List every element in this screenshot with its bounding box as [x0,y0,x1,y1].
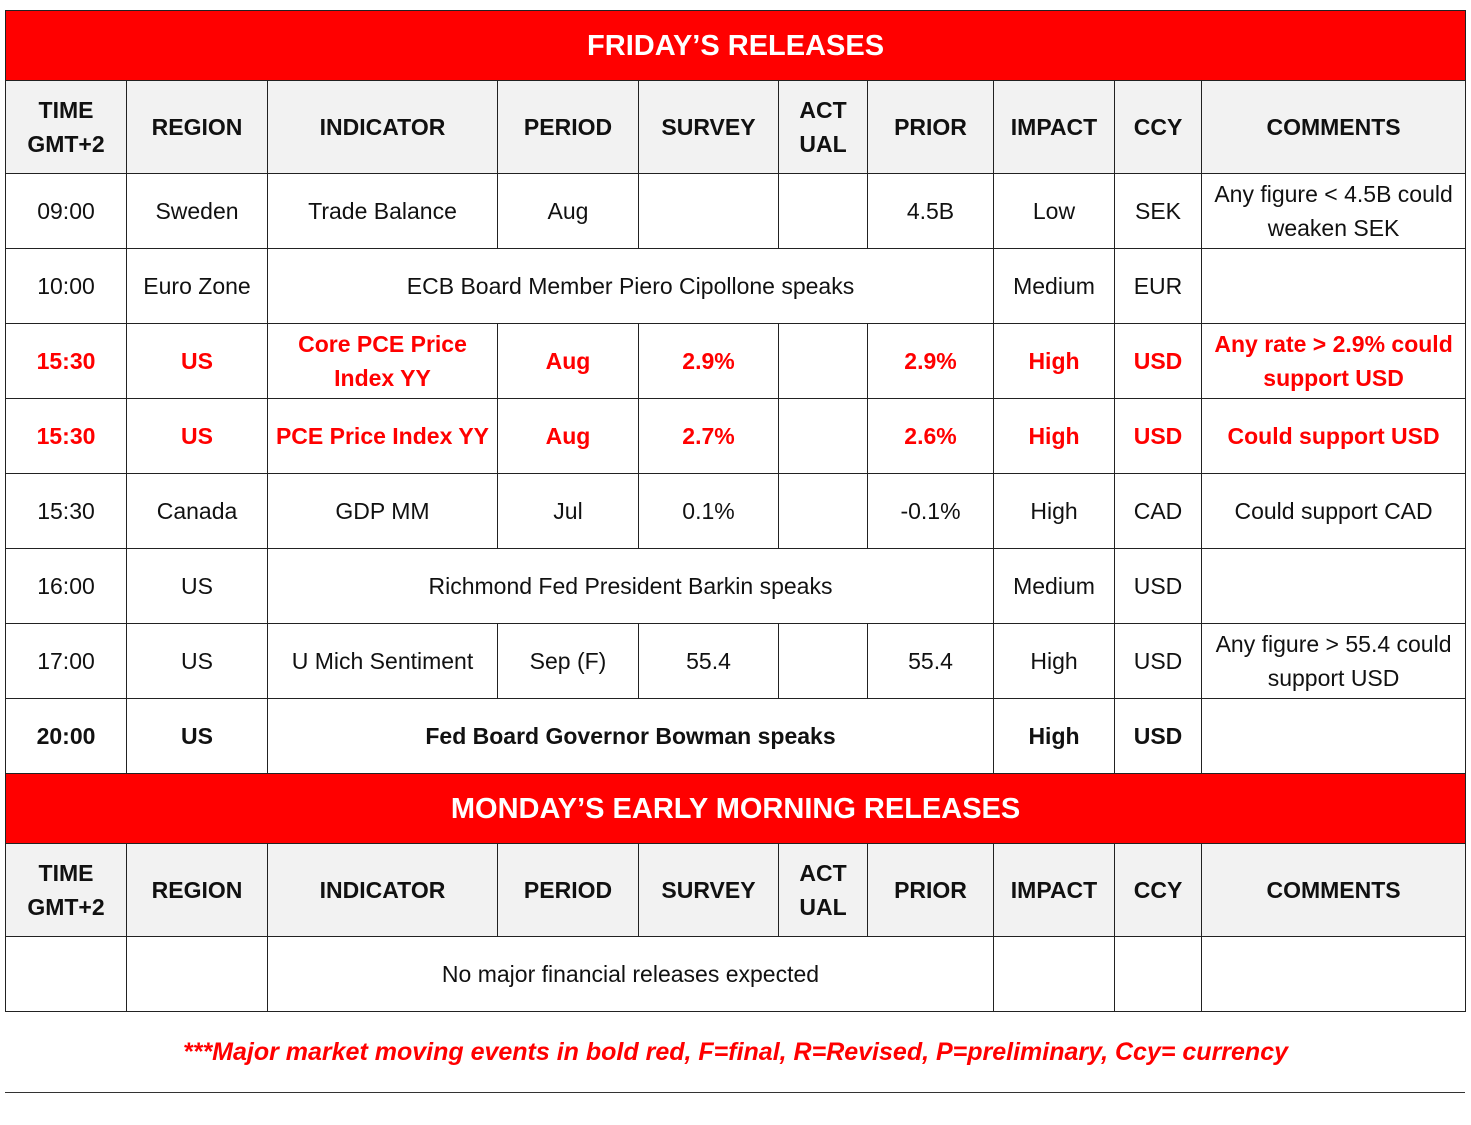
header-comments: COMMENTS [1202,81,1466,174]
cell-comments: Could support USD [1202,399,1466,474]
header-row [6,81,1466,174]
header-indicator: INDICATOR [268,81,498,174]
cell-actual [779,324,868,399]
cell-region: Canada [127,474,268,549]
cell-time: 10:00 [6,249,127,324]
cell-actual [779,474,868,549]
cell-impact: High [994,399,1115,474]
header-ccy: CCY [1115,844,1202,937]
cell-ccy [1115,937,1202,1012]
cell-impact: High [994,699,1115,774]
cell-prior: 55.4 [868,624,994,699]
cell-actual [779,174,868,249]
cell-survey: 0.1% [639,474,779,549]
cell-comments [1202,937,1466,1012]
cell-event: Fed Board Governor Bowman speaks [268,699,994,774]
friday-title [6,11,1466,81]
header-prior: PRIOR [868,844,994,937]
cell-ccy: EUR [1115,249,1202,324]
cell-ccy: CAD [1115,474,1202,549]
cell-region: US [127,549,268,624]
cell-region: US [127,399,268,474]
cell-ccy: USD [1115,324,1202,399]
header-comments: COMMENTS [1202,844,1466,937]
cell-actual [779,399,868,474]
header-impact: IMPACT [994,81,1115,174]
cell-impact: Medium [994,549,1115,624]
table-row [6,324,1466,399]
cell-comments [1202,249,1466,324]
cell-ccy: USD [1115,399,1202,474]
table-row [6,624,1466,699]
cell-time: 16:00 [6,549,127,624]
cell-event: No major financial releases expected [268,937,994,1012]
cell-region [127,937,268,1012]
cell-indicator: PCE Price Index YY [268,399,498,474]
cell-prior: 2.9% [868,324,994,399]
cell-impact [994,937,1115,1012]
friday-title-text: FRIDAY’S RELEASES [6,11,1466,81]
table-row [6,399,1466,474]
header-indicator: INDICATOR [268,844,498,937]
cell-ccy: SEK [1115,174,1202,249]
header-time: TIME GMT+2 [6,81,127,174]
table-row [6,249,1466,324]
header-actual: ACT UAL [779,81,868,174]
cell-impact: High [994,624,1115,699]
cell-impact: High [994,324,1115,399]
cell-indicator: Trade Balance [268,174,498,249]
cell-period: Aug [498,324,639,399]
cell-time: 20:00 [6,699,127,774]
cell-comments: Could support CAD [1202,474,1466,549]
cell-event: ECB Board Member Piero Cipollone speaks [268,249,994,324]
header-survey: SURVEY [639,844,779,937]
header-actual: ACT UAL [779,844,868,937]
cell-prior: -0.1% [868,474,994,549]
monday-title [6,774,1466,844]
cell-impact: Low [994,174,1115,249]
table-row [6,549,1466,624]
divider [5,1092,1465,1093]
cell-comments [1202,699,1466,774]
cell-region: Sweden [127,174,268,249]
cell-survey: 55.4 [639,624,779,699]
cell-period: Aug [498,399,639,474]
cell-period: Sep (F) [498,624,639,699]
header-region: REGION [127,81,268,174]
header-survey: SURVEY [639,81,779,174]
footnote: ***Major market moving events in bold red, F=final, R=Revised, P=preliminary, Ccy= currency [182,1038,1289,1066]
cell-time: 09:00 [6,174,127,249]
table-row [6,174,1466,249]
cell-survey: 2.7% [639,399,779,474]
cell-survey [639,174,779,249]
cell-region: US [127,699,268,774]
cell-impact: Medium [994,249,1115,324]
header-row [6,844,1466,937]
cell-time: 15:30 [6,324,127,399]
monday-title-text: MONDAY’S EARLY MORNING RELEASES [6,774,1466,844]
cell-time: 15:30 [6,399,127,474]
header-period: PERIOD [498,81,639,174]
cell-time [6,937,127,1012]
cell-ccy: USD [1115,624,1202,699]
header-ccy: CCY [1115,81,1202,174]
header-region: REGION [127,844,268,937]
table-row [6,937,1466,1012]
cell-indicator: Core PCE Price Index YY [268,324,498,399]
cell-comments: Any figure > 55.4 could support USD [1202,624,1466,699]
releases-table [5,10,1466,1012]
cell-survey: 2.9% [639,324,779,399]
header-time: TIME GMT+2 [6,844,127,937]
cell-indicator: U Mich Sentiment [268,624,498,699]
cell-ccy: USD [1115,549,1202,624]
cell-impact: High [994,474,1115,549]
cell-region: US [127,624,268,699]
table-row [6,699,1466,774]
cell-time: 15:30 [6,474,127,549]
cell-comments: Any figure < 4.5B could weaken SEK [1202,174,1466,249]
cell-period: Jul [498,474,639,549]
cell-prior: 4.5B [868,174,994,249]
table-row [6,474,1466,549]
header-period: PERIOD [498,844,639,937]
cell-actual [779,624,868,699]
header-prior: PRIOR [868,81,994,174]
header-impact: IMPACT [994,844,1115,937]
cell-indicator: GDP MM [268,474,498,549]
cell-comments [1202,549,1466,624]
cell-prior: 2.6% [868,399,994,474]
cell-ccy: USD [1115,699,1202,774]
cell-period: Aug [498,174,639,249]
cell-event: Richmond Fed President Barkin speaks [268,549,994,624]
cell-region: US [127,324,268,399]
cell-comments: Any rate > 2.9% could support USD [1202,324,1466,399]
cell-region: Euro Zone [127,249,268,324]
cell-time: 17:00 [6,624,127,699]
